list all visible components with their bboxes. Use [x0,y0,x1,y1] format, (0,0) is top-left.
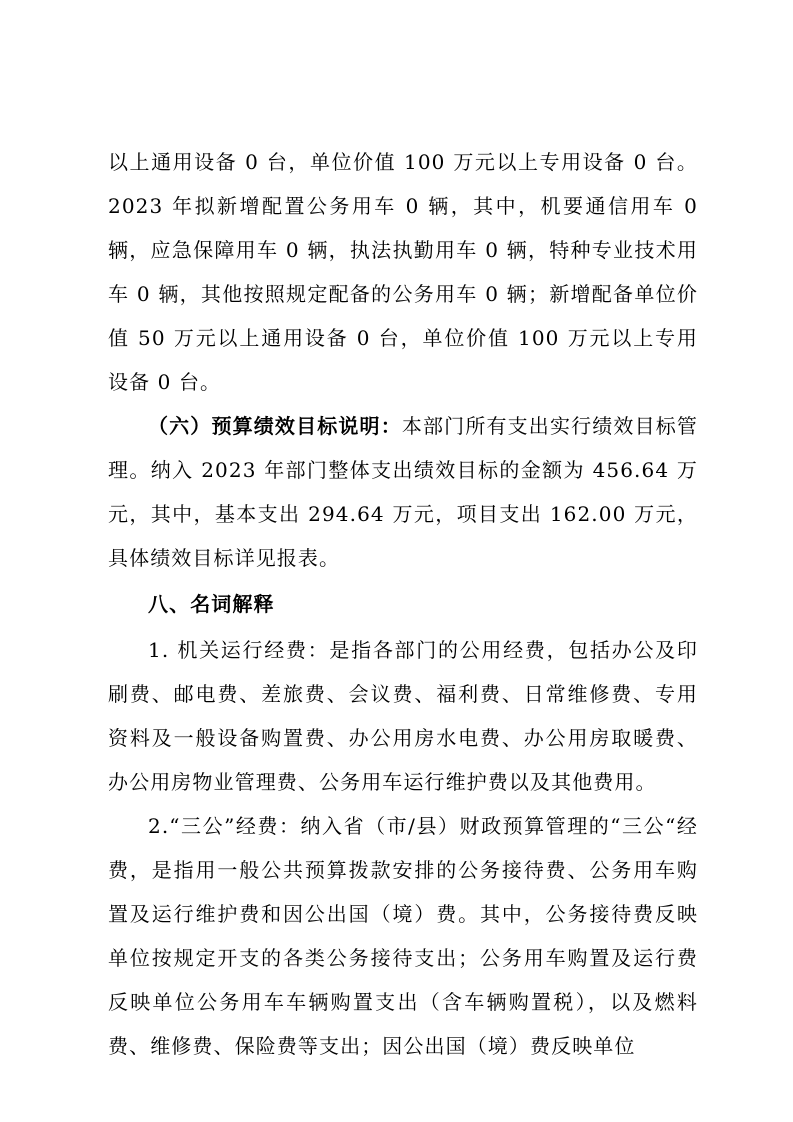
performance-targets-heading: （六）预算绩效目标说明： [148,414,402,438]
paragraph-operating-expenses-definition: 1. 机关运行经费：是指各部门的公用经费，包括办公及印刷费、邮电费、差旅费、会议费、福利费、日常维修费、专用资料及一般设备购置费、办公用房水电费、办公用房取暖费、办公用房物业管理费、公务用车运行维护费以及其他费用。 [108,638,698,794]
paragraph-equipment-vehicles: 以上通用设备 0 台，单位价值 100 万元以上专用设备 0 台。2023 年拟新增配置公务用车 0 辆，其中，机要通信用车 0 辆，应急保障用车 0 辆，执法执勤用车 0 辆，特种专业技术用车 0 辆，其他按照规定配备的公务用车 0 辆；新增配备单位价值 50 万元以上通用设备 0 台，单位价值 100 万元以上专用设备 0 台。 [108,150,698,394]
paragraph-performance-targets [108,404,698,580]
paragraph-three-public-expenses-definition: 2.“三公”经费：纳入省（市/县）财政预算管理的“三公“经费，是指用一般公共预算拨款安排的公务接待费、公务用车购置及运行维护费和因公出国（境）费。其中，公务接待费反映单位按规定开支的各类公务接待支出；公务用车购置及运行费反映单位公务用车车辆购置支出（含车辆购置税），以及燃料费、维修费、保险费等支出；因公出国（境）费反映单位 [108,814,698,1058]
performance-targets-body: 本部门所有支出实行绩效目标管理。纳入 2023 年部门整体支出绩效目标的金额为 456.64 万元，其中，基本支出 294.64 万元，项目支出 162.00 万元，具体绩效目标详见报表。 [108,414,698,570]
document-body [108,140,698,1068]
section-heading-glossary: 八、名词解释 [148,592,275,616]
